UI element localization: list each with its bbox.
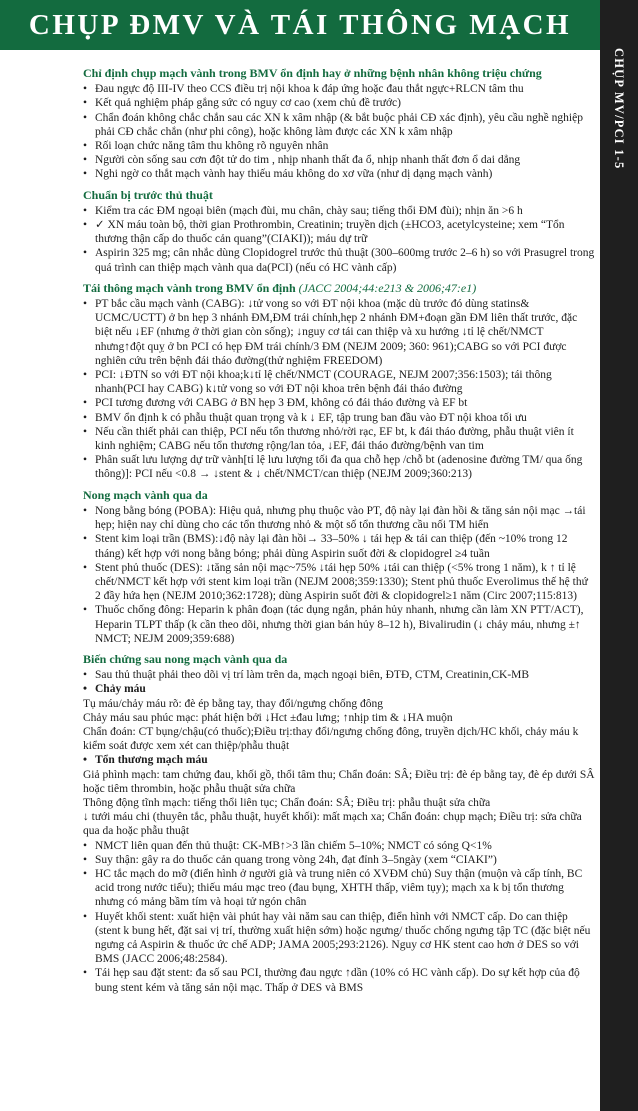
complications-list (83, 668, 595, 995)
pci-list (83, 504, 595, 646)
section-heading-indications: Chỉ định chụp mạch vành trong BMV ổn định hay ở những bệnh nhân không triệu chứng (83, 66, 542, 80)
sub-item: Chảy máu sau phúc mạc: phát hiện bởi ↓Hct ±đau lưng; ↑nhịp tim & ↓HA muộn (83, 711, 453, 724)
section-heading-revascularization: Tái thông mạch vành trong BMV ổn định (JACC 2004;44:e213 & 2006;47:e1) (83, 280, 477, 295)
page-title-banner (0, 0, 600, 50)
list-item: • Sau thủ thuật phải theo dõi vị trí làm trên da, mạch ngoại biên, ĐTĐ, CTM, Creatinin,CK-MB (83, 668, 595, 682)
list-item: • PT bắc cầu mạch vành (CABG): ↓tử vong so với ĐT nội khoa (mặc dù trước đó dùng statins& UCMC/UCTT) ở bn hẹp 3 nhánh ĐM,ĐM trái chính,hẹp 2 nhánh ĐM+đoạn gần ĐM liên thất trước, đặc biệt nếu ↓EF (nhưng ở thời gian còn sống); ↓nguy cơ tái can thiệp và xu hướng ↓tỉ lệ chết/NMCT nhưng↑đột quỵ ở bn PCI có hẹp ĐM trái chính/3 ĐM (NEJM 2009; 360: 961);CABG so với PCI được nghiên cứu trên bệnh đái tháo đường(thử nghiệm FREEDOM) (83, 297, 595, 368)
list-item: • Phân suất lưu lượng dự trữ vành[tỉ lệ lưu lượng tối đa qua chỗ hẹp /chỗ bt (adenosine đường TM/ qua ống thông)]: PCI nếu <0.8 → ↓stent & ↓ chết/NMCT/can thiệp (NEJM 2009;360:213) (83, 453, 595, 481)
section-reference: (JACC 2004;44:e213 & 2006;47:e1) (298, 280, 477, 295)
list-item: • Stent phủ thuốc (DES): ↓tăng sản nội mạc~75% ↓tái hẹp 50% ↓tái can thiệp (<5% trong 1 năm), k ↑ tỉ lệ chết/NMCT kết hợp với stent kim loại trần (NEJM 2008;359:1330); Stent phủ thuốc Everolimus thế hệ thứ 2 đầy hứa hẹn (NEJM 2010;362:1728); dùng Aspirin suốt đời & clopidogrel≥1 năm (Circ 2007;115:813) (83, 561, 595, 604)
sub-item: Giả phình mạch: tam chứng đau, khối gồ, thổi tâm thu; Chẩn đoán: SÂ; Điều trị: đè ép bằng tay, đè ép dưới SÂ hoặc tiêm thrombin, hoặc phẫu thuật sửa chữa (83, 768, 595, 795)
list-item: • Kết quả nghiệm pháp gắng sức có nguy cơ cao (xem chủ đề trước) (83, 96, 595, 110)
list-item: • NMCT liên quan đến thủ thuật: CK-MB↑>3 lần chiếm 5–10%; NMCT có sóng Q<1% (83, 839, 595, 853)
list-item: • HC tắc mạch do mỡ (điển hình ở người già và trung niên có XVĐM chủ) Suy thận (muộn và cấp tính, BC acid trong nước tiểu); thiếu máu mạc treo (đau bụng, XHTH thấp, viêm tụy); mạch xa k bị tổn thương nhưng có mảng bầm tím và hoại tử ngón chân (83, 867, 595, 910)
chapter-tab-label: CHỤP MV/PCI 1-5 (612, 48, 626, 170)
list-item: • Nong bằng bóng (POBA): Hiệu quả, nhưng phụ thuộc vào PT, độ này lại đàn hồi & tăng sản nội mạc →tái hẹp; hiện nay chỉ dùng cho các tổn thương nhỏ & một số tổn thương cầu nối TM hiển (83, 504, 595, 532)
list-item: • PCI: ↓ĐTN so với ĐT nội khoa;k↓tỉ lệ chết/NMCT (COURAGE, NEJM 2007;356:1503); tái thông nhanh(PCI hay CABG) k↓tử vong so với ĐT nội khoa trên bệnh đái tháo đường (83, 368, 595, 396)
list-item: • Kiểm tra các ĐM ngoại biên (mạch đùi, mu chân, chày sau; tiếng thổi ĐM đùi); nhịn ăn >6 h (83, 204, 595, 218)
document-body (83, 66, 595, 995)
sub-item: ↓ tưới máu chi (thuyên tắc, phẫu thuật, huyết khối): mất mạch xa; Chẩn đoán: chụp mạch; Điều trị: sửa chữa qua da hoặc phẫu thuật (83, 811, 582, 838)
list-item-bleeding: • Chảy máu (83, 682, 595, 696)
list-item: • PCI tương đương với CABG ở BN hẹp 3 ĐM, không có đái tháo đường và EF bt (83, 396, 595, 410)
indications-list (83, 82, 595, 181)
list-item: • Đau ngực độ III-IV theo CCS điều trị nội khoa k đáp ứng hoặc đau thắt ngực+RLCN tâm thu (83, 82, 595, 96)
list-item: • Nếu cần thiết phải can thiệp, PCI nếu tổn thương nhỏ/rời rạc, EF bt, k đái tháo đường, phẫu thuật viên ít kinh nghiệm; CABG nếu tổn thương rộng/lan tỏa, ↓EF, đái tháo đường/bệnh van tim (83, 425, 595, 453)
list-item: • Stent kim loại trần (BMS):↓độ này lại đàn hồi→ 33–50% ↓ tái hẹp & tái can thiệp (đến ~10% trong 12 tháng) kết hợp với nong bằng bóng; phải dùng Aspirin suốt đời & clopidogrel ≥4 tuần (83, 532, 595, 560)
list-item: • Nghi ngờ co thắt mạch vành hay thiếu máu không do xơ vữa (như dị dạng mạch vành) (83, 167, 595, 181)
list-item: • Tái hẹp sau đặt stent: đa số sau PCI, thường đau ngực ↑dần (10% có HC vành cấp). Do sự kết hợp của độ bung stent kém và tăng sản nội mạc. Thấp ở DES và BMS (83, 966, 595, 994)
sub-item: Chẩn đoán: CT bụng/chậu(có thuốc);Điều trị:thay đổi/ngưng chống đông, truyền dịch/HC khối, chảy máu k kiểm soát được xem xét can thiệp/phẫu thuật (83, 725, 579, 753)
list-item: • Huyết khối stent: xuất hiện vài phút hay vài năm sau can thiệp, điển hình với NMCT cấp. Do can thiệp (stent k bung hết, đặt sai vị trí, thường xuất hiện sớm) hoặc ngưng/ thuốc chống ngưng tập TC (đặc biệt nếu ngưng cả Aspirin & thuốc ức chế ADP; JAMA 2005;293:2126). Nguy cơ HK stent cao hơn ở DES so với BMS (JACC 2006;48:2584). (83, 910, 595, 967)
preparation-list (83, 204, 595, 275)
chapter-side-tab (600, 0, 638, 1111)
list-item: • BMV ổn định k có phẫu thuật quan trọng và k ↓ EF, tập trung ban đầu vào ĐT nội khoa tối ưu (83, 411, 595, 425)
sub-item: Thông động tĩnh mạch: tiếng thổi liên tục; Chẩn đoán: SÂ; Điều trị: phẫu thuật sửa chữa (83, 796, 491, 809)
list-item: • Người còn sống sau cơn đột tử do tim , nhịp nhanh thất đa ổ, nhịp nhanh thất đơn ổ dai dẳng (83, 153, 595, 167)
list-item: • Suy thận: gây ra do thuốc cản quang trong vòng 24h, đạt đỉnh 3–5ngày (xem “CIAKI”) (83, 853, 595, 867)
section-heading-complications: Biến chứng sau nong mạch vành qua da (83, 651, 288, 666)
page-title: CHỤP ĐMV VÀ TÁI THÔNG MẠCH (28, 8, 572, 41)
list-item: • Rối loạn chức năng tâm thu không rõ nguyên nhân (83, 139, 595, 153)
sub-item: Tụ máu/chảy máu rõ: đè ép bằng tay, thay đổi/ngưng chống đông (83, 697, 383, 710)
revascularization-list (83, 297, 595, 482)
list-item: • Chẩn đoán không chắc chắn sau các XN k xâm nhập (& bắt buộc phải CĐ xác định), yêu cầu nghề nghiệp phải CĐ chắc chắn (như phi công), hoặc không làm được các XN k xâm nhập (83, 111, 595, 139)
list-item: • ✓ XN máu toàn bộ, thời gian Prothrombin, Creatinin; truyền dịch (±HCO3, acetylcysteine; xem “Tổn thương thận cấp do thuốc cản quang”(CIAKI)); máu dự trữ (83, 218, 595, 246)
section-heading-pci: Nong mạch vành qua da (83, 487, 208, 502)
list-item: • Thuốc chống đông: Heparin k phân đoạn (tác dụng ngắn, phản hủy nhanh, nhưng cần làm XN PTT/ACT), Heparin TLPT thấp (k cần theo dõi, nhưng thời gian bán hủy 8–12 h), Bivalirudin (↓ chảy máu, nhưng ±↑ NMCT; NEJM 2009;359:688) (83, 603, 595, 646)
list-item: • Aspirin 325 mg; cân nhắc dùng Clopidogrel trước thủ thuật (300–600mg trước 2–6 h) so với Prasugrel trong quá trình can thiệp mạch vành qua da(PCI) (nếu có HC vành cấp) (83, 246, 595, 274)
list-item-vascular-injury: • Tổn thương mạch máu (83, 753, 595, 767)
section-heading-preparation: Chuẩn bị trước thủ thuật (83, 187, 213, 202)
